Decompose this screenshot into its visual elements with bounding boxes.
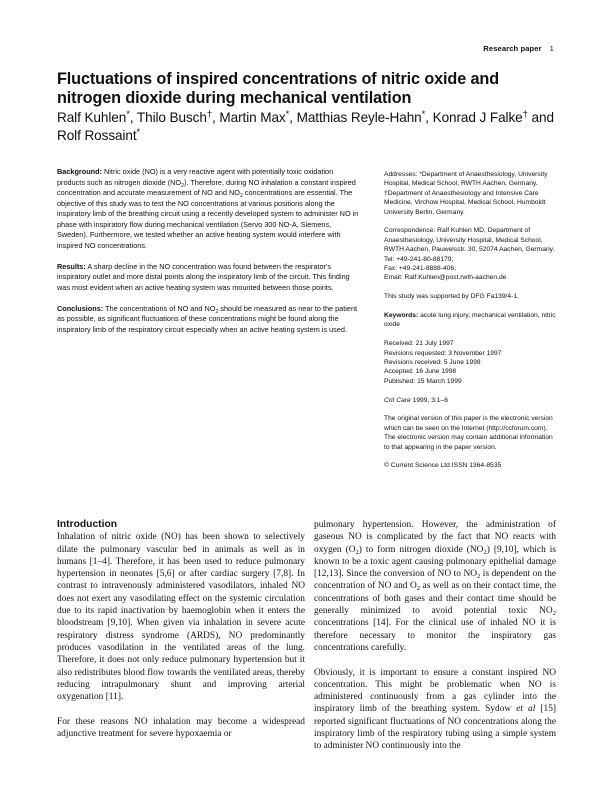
keywords-text: acute lung injury, mechanical ventilation, nitric oxide [384,312,556,329]
date-revisions-received: Revisions received: 5 June 1998 [384,359,481,367]
section-label: Research paper [483,44,542,53]
keywords-label: Keywords: [384,312,419,320]
conclusions-label: Conclusions: [57,303,104,313]
results-text: A sharp decline in the NO concentration was found between the respirator's inspiratory outlet and more distal points along the inspiratory limb of the circuit. This finding was most evident when an active heating system was mounted between those points. [57,261,350,292]
abstract-background [57,167,362,251]
running-head [483,44,554,53]
addresses: Addresses: *Department of Anaesthesiology, University Hospital, Medical School, RWTH Aachen, Germany. †Department of Anaesthesiology and Intensive Care Medicine, Virchow Hospital, Medical School, Humboldt University Berlin, Germany. [384,171,548,216]
author-separator: , [289,110,297,125]
author-name: Matthias Reyle-Hahn [296,110,422,125]
author-name: Rolf Rossaint [57,128,137,143]
conclusions-text: The concentrations of NO and $NO_2$ should be measured as near to the patient as possible, as significant fluctuations of these concentrations might be found along the inspiratory limb of the respiratory circuit especially when an active heating system is used. [57,303,358,334]
author-separator: , [129,110,137,125]
et-al: et al [516,704,536,715]
date-accepted: Accepted: 16 June 1998 [384,368,457,376]
body-text: [15] reported significant fluctuations of NO concentrations along the inspiratory limb of the respiratory tubing using a simple system to administer NO continuously into the [314,704,557,752]
electronic-version-note: The original version of this paper is the electronic version which can be seen on the Internet (http://ccforum.com). The electronic version may contain additional information to that appearing in the paper version. [384,415,553,451]
citation-volume: 1999, 3:1–6 [410,396,448,404]
body-paragraph: pulmonary hypertension. However, the administration of gaseous NO is complicated by the fact that NO reacts with oxygen $(O_2)$ to form nitrogen dioxide $(NO_2)$ [9,10], which is known to be a toxic agent causing pulmonary epithelial damage [12,13]. Since the conversion of NO to $NO_2$ is dependent on the concentration of NO and $O_2$ as well as on their contact time, the concentrations of both gases and their contact time should be generally minimized to avoid potential toxic $NO_2$ concentrations [14]. For the clinical use of inhaled NO it is therefore necessary to monitor the inspiratory gas concentrations carefully. [314,520,557,653]
date-revisions-requested: Revisions requested: 3 November 1997 [384,349,502,357]
author-separator: and [527,110,554,125]
body-text: Obviously, it is important to ensure a constant inspired NO concentration. This might be problematic when NO is administered continuously from a gas cylinder into the inspiratory limb of the breathing system. Sydow [314,667,556,715]
author-separator: , [425,110,433,125]
citation-journal: Crit Care [384,396,411,404]
citation [384,396,556,405]
affiliation-mark: * [126,109,130,120]
body-paragraph: For these reasons NO inhalation may become a widespread adjunctive treatment for severe hypoxaemia or [57,716,305,740]
abstract-conclusions [57,304,362,336]
date-received: Received: 21 July 1997 [384,340,454,348]
background-text: Nitric oxide (NO) is a very reactive agent with potentially toxic oxidation products such as nitrogen dioxide $(NO_2)$. Therefore, during NO inhalation a constant inspired concentration and accurate measurement of NO and $NO_2$ concentrations are essential. The objective of this study was to test the NO concentrations at various positions along the inspiratory limb of the breathing circuit using a recently developed system to administer NO in phase with inspiratory flow during mechanical ventilation (Servo 300 NO-A, Siemens, Sweden). Furthermore, we tested whether an active heating system would interfere with inspired NO concentrations. [57,167,359,250]
page-number: 1 [549,44,554,53]
affiliation-mark: * [421,109,426,120]
results-label: Results: [57,261,86,271]
section-heading-introduction: Introduction [57,519,118,530]
keywords [384,311,556,330]
correspondence [384,226,556,282]
history-dates [384,339,556,386]
abstract [57,167,362,346]
affiliation-mark: † [206,109,213,120]
abstract-results [57,262,362,294]
affiliation-mark: * [136,127,141,138]
copyright: © Current Science Ltd ISSN 1364-8535 [384,462,502,470]
email-line[interactable]: Email: Ralf.Kuhlen@post.rwth-aachen.de [384,274,507,282]
funding-note: This study was supported by DFG Fa139/4-1. [384,293,519,301]
correspondence-line: Correspondence: Ralf Kuhlen MD, Department of Anaesthesiology, University Hospital, Medical School, RWTH Aachen, Pauwelsstr. 30, 52074 Aachen, Germany. Tel: +49-241-80-88179; [384,227,555,263]
affiliation-mark: * [285,109,290,120]
fax-line: Fax: +49-241-8888-406; [384,265,456,273]
author-name: Ralf Kuhlen [57,110,127,125]
date-published: Published: 15 March 1999 [384,377,462,385]
affiliation-mark: † [522,109,528,120]
author-name: Martin Max [219,110,286,125]
body-paragraph: Inhalation of nitric oxide (NO) has been shown to selectively dilate the pulmonary vascular bed in animals as well as in humans [1–4]. Therefore, it has been used to reduce pulmonary hypertension in neonates [5,6] or after cardiac surgery [7,8]. In contrast to intravenously administered vasodilators, inhaled NO does not exert any vasodilating effect on the systemic circulation due to its rapid inactivation by haemoglobin when it enters the bloodstream [9,10]. When given via inhalation in severe acute respiratory distress syndrome (ARDS), NO predominantly produces vasodilation in the ventilated areas of the lung. Therefore, it does not only reduce pulmonary hypertension but it also redistributes blood flow towards the ventilated areas, thereby reducing intrapulmonary shunt and improving arterial oxygenation [11]. [57,532,305,703]
body-column-right [314,519,556,765]
author-list [57,109,567,145]
body-column-left [57,519,305,753]
article-info-sidebar [384,170,556,480]
background-label: Background: [57,167,102,176]
author-name: Thilo Busch [136,110,207,125]
author-name: Konrad J Falke [432,110,523,125]
author-separator: , [212,110,220,125]
article-title [57,70,557,108]
title-line-2: nitrogen dioxide during mechanical ventilation [57,89,412,107]
body-paragraph [314,667,556,753]
title-line-1: Fluctuations of inspired concentrations of nitric oxide and [57,70,499,88]
